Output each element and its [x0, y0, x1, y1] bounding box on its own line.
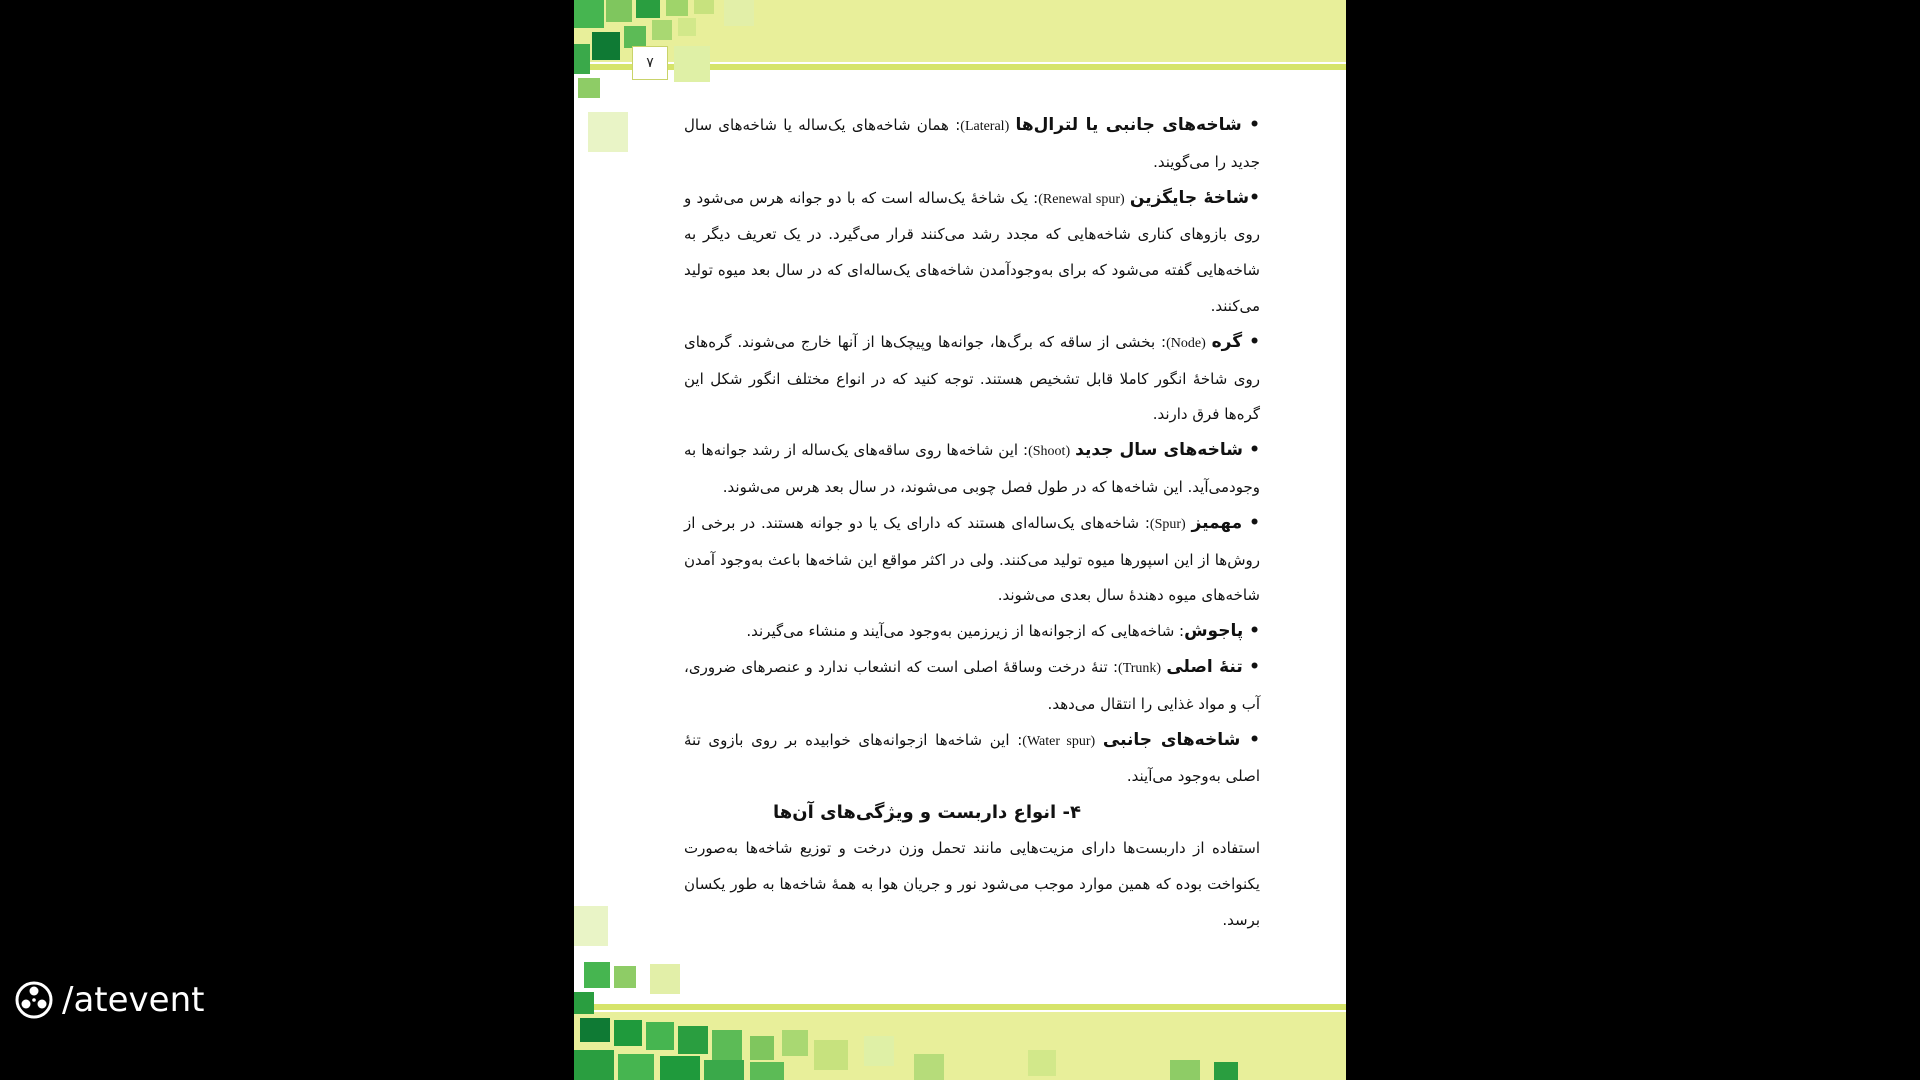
section-body: استفاده از داربست‌ها دارای مزیت‌هایی مانند تحمل وزن درخت و توزیع شاخه‌ها به‌صورت یکنواخت بوده که همین موارد موجب می‌شود نور و جریان هوا به همهٔ شاخه‌ها به طور یکسان برسد. — [684, 838, 1260, 929]
definition-node: • گره (Node): بخشی از ساقه که برگ‌ها، جوانه‌ها وپیچک‌ها از آنها خارج می‌شوند. گره‌های روی شاخهٔ انگور کاملا قابل تشخیص هستند. توجه کنید که در انواع مختلف انگور شکل این گره‌ها فرق دارند. — [684, 331, 1261, 424]
definition-trunk: • تنهٔ اصلی (Trunk): تنهٔ درخت وساقهٔ اصلی است که انشعاب ندارد و عنصرهای ضروری، آب و مواد غذایی را انتقال می‌دهد. — [684, 656, 1260, 713]
book-page — [574, 0, 1346, 1080]
footer-line — [574, 1004, 1346, 1010]
text-column — [684, 108, 1260, 938]
definition-water-spur: • شاخه‌های جانبی (Water spur): این شاخه‌ها ازجوانه‌های خوابیده بر روی بازوی تنهٔ اصلی به‌وجود می‌آیند. — [684, 729, 1261, 786]
film-reel-icon — [14, 980, 54, 1020]
definition-sucker: • پاجوش: شاخه‌هایی که ازجوانه‌ها از زیرزمین به‌وجود می‌آیند و منشاء می‌گیرند. — [746, 621, 1260, 642]
definition-renewal-spur: •شاخهٔ جایگزین (Renewal spur): یک شاخهٔ یک‌ساله است که با دو جوانه هرس می‌شود و روی بازوهای کناری شاخه‌هایی که مجدد رشد می‌کنند قرار می‌گیرد. در یک تعریف دیگر به شاخه‌هایی گفته می‌شود که برای به‌وجودآمدن شاخه‌های یک‌ساله‌ای که در سال بعد میوه تولید می‌کنند. — [684, 187, 1261, 315]
watermark — [14, 978, 204, 1022]
watermark-text: /atevent — [62, 980, 205, 1020]
definition-spur: • مهمیز (Spur): شاخه‌های یک‌ساله‌ای هستند که دارای یک یا دو جوانه هستند. در برخی از روش‌ها از این اسپورها میوه تولید می‌کنند. ولی در اکثر مواقع این شاخه‌ها باعث به‌وجود آمدن شاخه‌های میوه دهندهٔ سال بعدی می‌شوند. — [684, 512, 1260, 605]
section-heading: ۴- انواع داربست و ویژگی‌های آن‌ها — [773, 802, 1081, 824]
page-number: ۷ — [632, 46, 668, 80]
definition-lateral: • شاخه‌های جانبی یا لترال‌ها (Lateral): همان شاخه‌های یک‌ساله یا شاخه‌های سال جدید را می‌گویند. — [684, 115, 1260, 171]
definition-shoot: • شاخه‌های سال جدید (Shoot): این شاخه‌ها روی ساقه‌های یک‌ساله از رشد جوانه‌ها به وجودمی‌آید. این شاخه‌ها که در طول فصل چوبی می‌شوند، در سال بعد هرس می‌شوند. — [684, 440, 1260, 496]
